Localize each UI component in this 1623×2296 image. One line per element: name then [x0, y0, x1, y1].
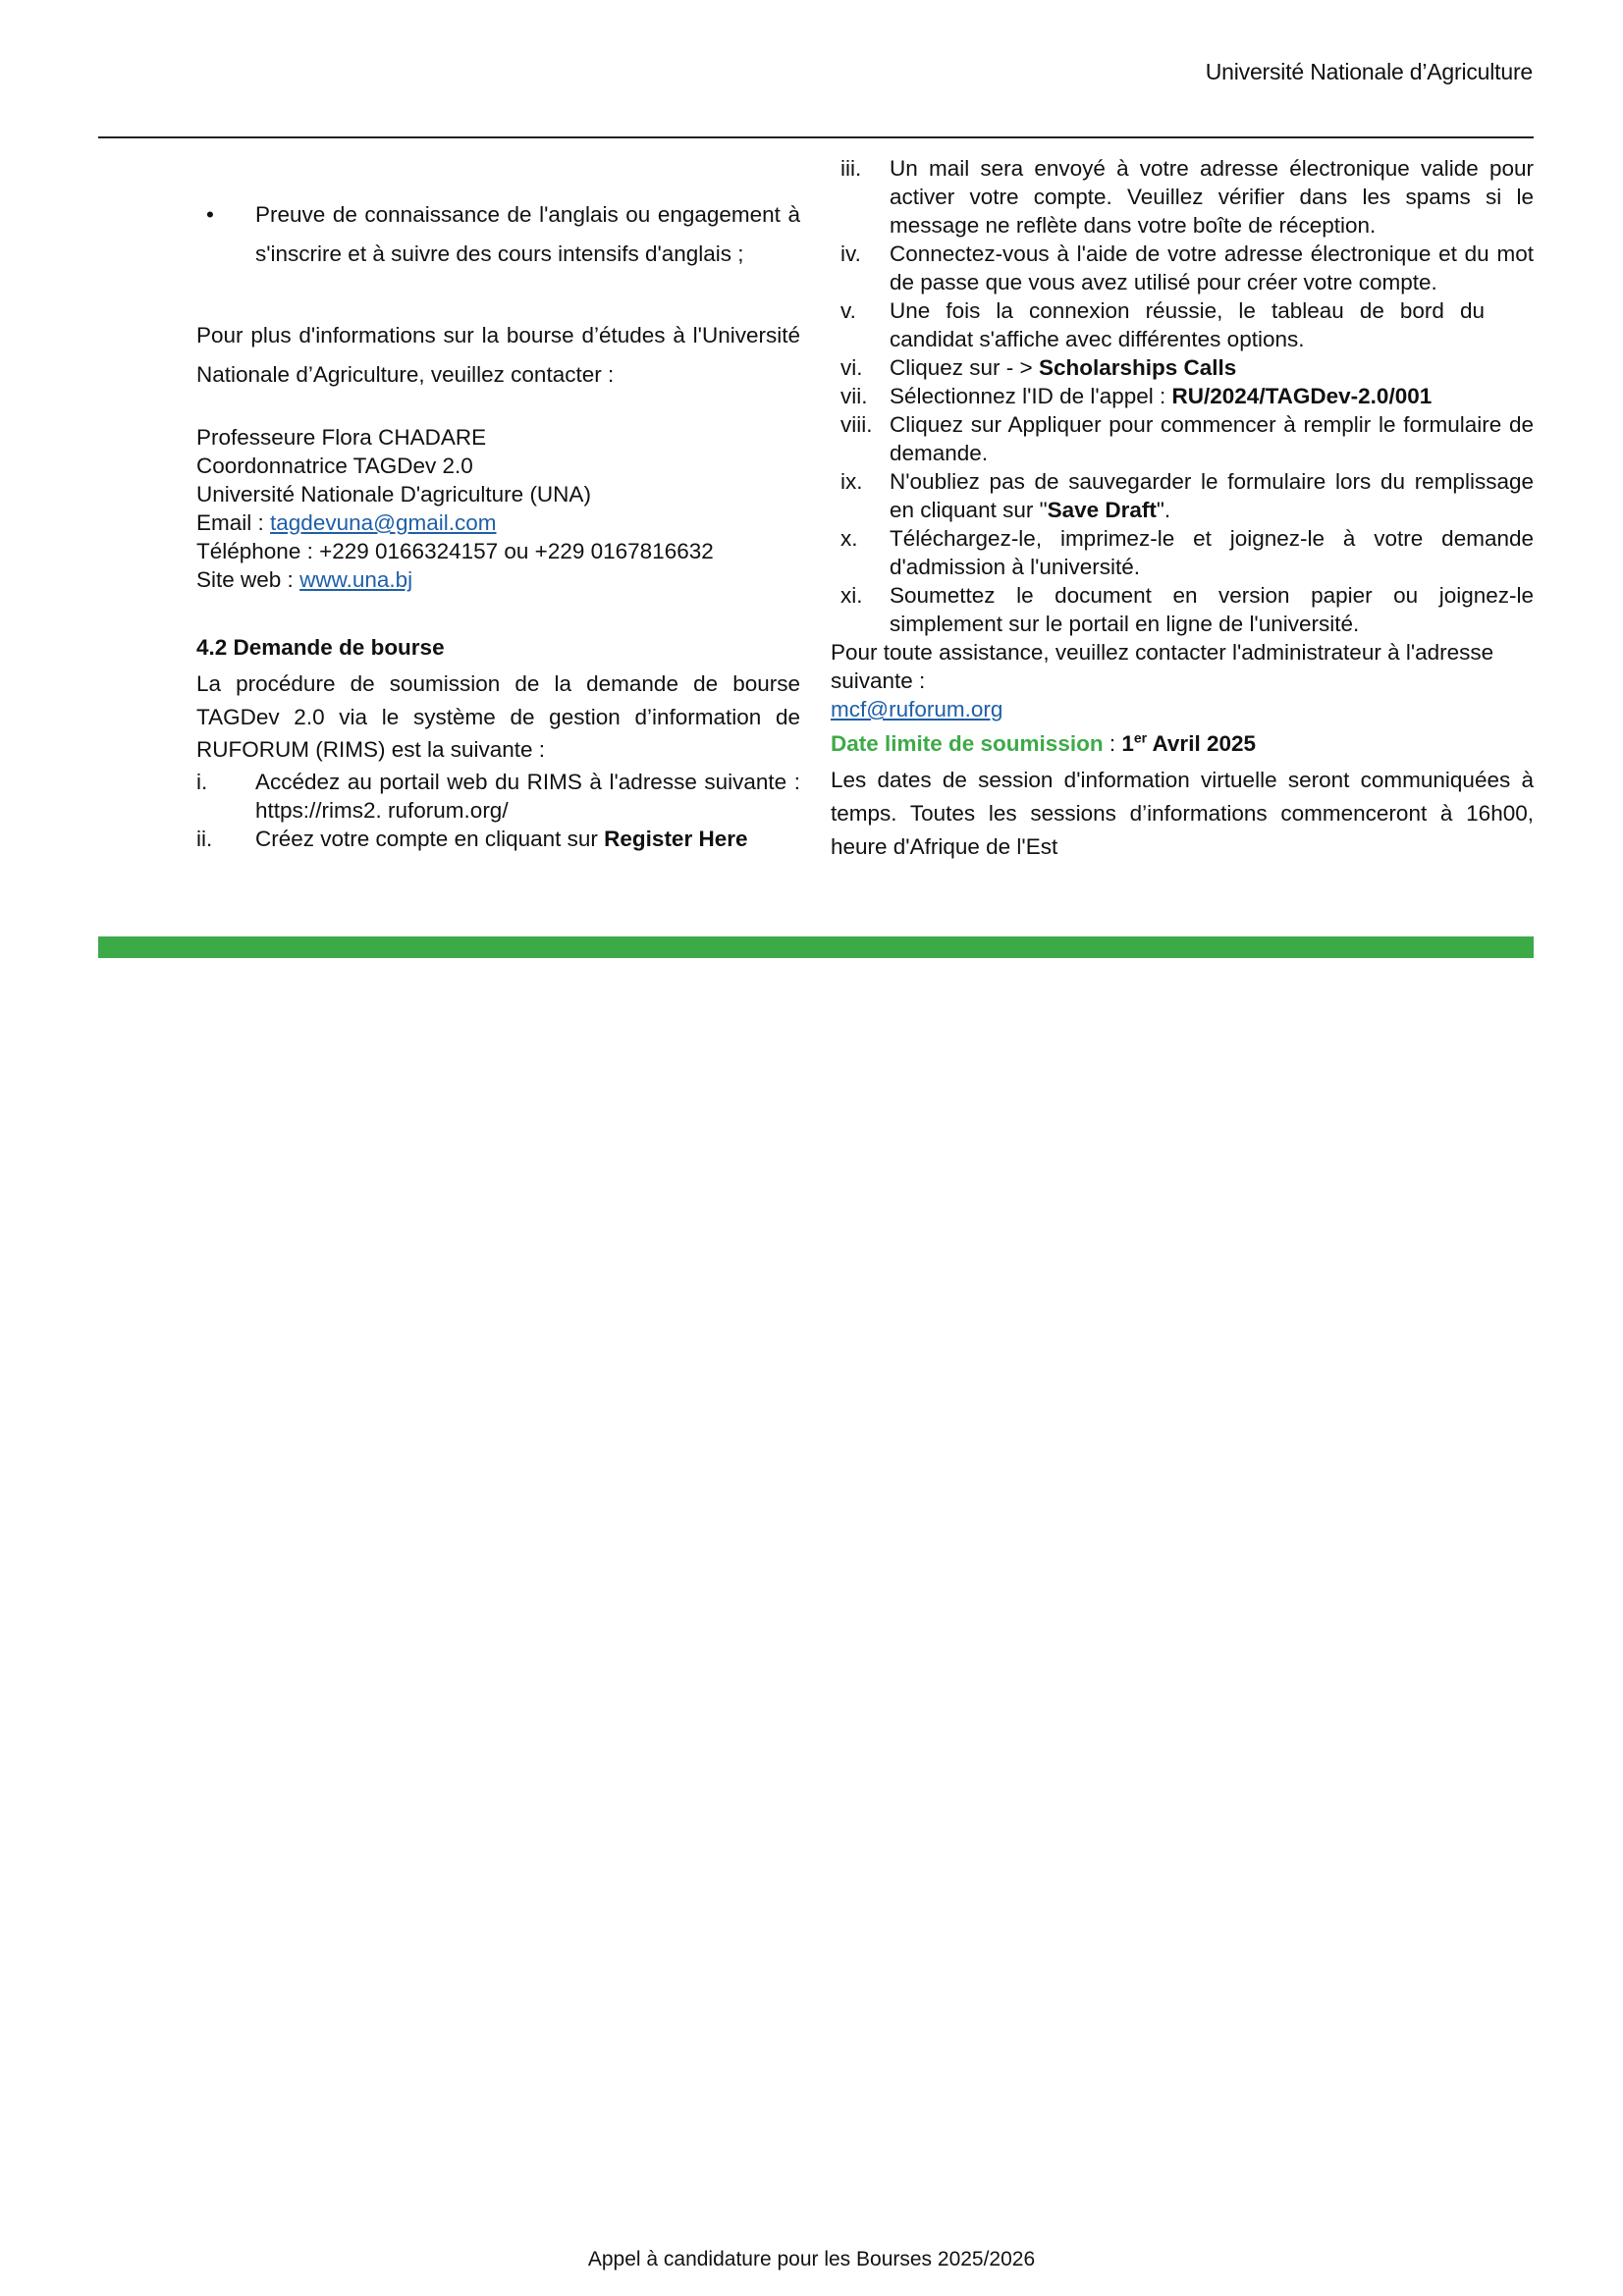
steps-list-right	[831, 154, 1534, 638]
step-text: Accédez au portail web du RIMS à l'adresse suivante : https://rims2. ruforum.org/	[255, 770, 800, 823]
list-item	[196, 768, 800, 825]
step-text: Créez votre compte en cliquant sur	[255, 827, 605, 851]
list-item	[831, 524, 1534, 581]
list-item	[831, 382, 1534, 410]
requirement-bullet	[196, 195, 800, 274]
running-footer: Appel à candidature pour les Bourses 2025/2026	[587, 2248, 1036, 2270]
contact-role: Coordonnatrice TAGDev 2.0	[196, 454, 473, 478]
step-text: Téléchargez-le, imprimez-le et joignez-le à votre demande d'admission à l'université.	[890, 526, 1534, 579]
bullet-dot-icon: •	[206, 202, 214, 227]
contact-name: Professeure Flora CHADARE	[196, 425, 487, 450]
step-number: iii.	[840, 156, 862, 181]
header-rule	[98, 136, 1534, 138]
list-item	[831, 296, 1534, 353]
step-text: Une fois la connexion réussie, le tableau de bord du candidat s'affiche avec différentes options.	[890, 298, 1485, 351]
contact-email-link[interactable]: tagdevuna@gmail.com	[270, 510, 497, 535]
bullet-text: Preuve de connaissance de l'anglais ou engagement à s'inscrire et à suivre des cours intensifs d'anglais ;	[255, 202, 800, 266]
info-intro: Pour plus d'informations sur la bourse d’études à l'Université Nationale d’Agriculture, veuillez contacter :	[196, 323, 800, 387]
step-bold-text: Scholarships Calls	[1038, 355, 1237, 380]
step-number: v.	[840, 298, 856, 323]
steps-list-left	[196, 768, 800, 853]
running-header-title: Université Nationale d’Agriculture	[1205, 59, 1533, 84]
step-bold-text: RU/2024/TAGDev-2.0/001	[1171, 384, 1433, 408]
step-number: vii.	[840, 384, 868, 408]
deadline-label: Date limite de soumission	[831, 731, 1104, 756]
section-intro: La procédure de soumission de la demande de bourse TAGDev 2.0 via le système de gestion d’information de RUFORUM (RIMS) est la suivante :	[196, 671, 800, 762]
list-item	[831, 154, 1534, 240]
contact-org: Université Nationale D'agriculture (UNA)	[196, 482, 591, 507]
contact-web-line	[196, 565, 800, 594]
assist-text: Pour toute assistance, veuillez contacter l'administrateur à l'adresse suivante :	[831, 640, 1494, 693]
list-item	[831, 467, 1534, 524]
step-text-line	[890, 353, 1534, 382]
step-bold-text: Save Draft	[1047, 498, 1157, 522]
deadline-separator: :	[1103, 731, 1122, 756]
step-number: ii.	[196, 827, 213, 851]
step-text-after: ".	[1156, 498, 1171, 522]
deadline-ordinal: er	[1133, 729, 1148, 746]
green-divider-bar	[98, 936, 1534, 958]
step-text-line	[890, 467, 1534, 524]
step-number: xi.	[840, 583, 863, 608]
session-text: Les dates de session d'information virtuelle seront communiquées à temps. Toutes les sessions d’informations commenceront à 16h00, heure d'Afrique de l'Est	[831, 768, 1534, 859]
assist-block	[831, 638, 1534, 723]
web-label: Site web :	[196, 567, 294, 592]
contact-web-link[interactable]: www.una.bj	[299, 567, 413, 592]
assist-email-link[interactable]: mcf@ruforum.org	[831, 697, 1003, 721]
list-item	[831, 581, 1534, 638]
list-item	[831, 240, 1534, 296]
step-text: Soumettez le document en version papier ou joignez-le simplement sur le portail en ligne de l'université.	[890, 583, 1534, 636]
deadline-line	[831, 729, 1534, 758]
step-text: Cliquez sur Appliquer pour commencer à remplir le formulaire de demande.	[890, 412, 1534, 465]
step-text: N'oubliez pas de sauvegarder le formulaire lors du remplissage en cliquant sur "	[890, 469, 1534, 522]
step-number: x.	[840, 526, 858, 551]
step-number: viii.	[840, 412, 873, 437]
contact-phone: Téléphone : +229 0166324157 ou +229 0167816632	[196, 539, 714, 563]
step-bold-text: Register Here	[604, 827, 748, 851]
step-number: iv.	[840, 241, 861, 266]
contact-block	[196, 423, 800, 594]
list-item	[196, 825, 800, 853]
step-number: ix.	[840, 469, 863, 494]
step-text: Sélectionnez l'ID de l'appel :	[890, 384, 1172, 408]
step-text: Connectez-vous à l'aide de votre adresse électronique et du mot de passe que vous avez utilisé pour créer votre compte.	[890, 241, 1534, 294]
list-item	[831, 353, 1534, 382]
step-text: Cliquez sur - >	[890, 355, 1039, 380]
deadline-month-year: Avril 2025	[1147, 731, 1257, 756]
step-number: vi.	[840, 355, 863, 380]
list-item	[831, 410, 1534, 467]
section-title: 4.2 Demande de bourse	[196, 635, 445, 660]
email-label: Email :	[196, 510, 264, 535]
step-number: i.	[196, 770, 208, 794]
contact-email-line	[196, 508, 800, 537]
deadline-day: 1	[1121, 731, 1134, 756]
step-text-line	[890, 382, 1534, 410]
step-text: Un mail sera envoyé à votre adresse électronique valide pour activer votre compte. Veuillez vérifier dans les spams si le message ne reflète dans votre boîte de réception.	[890, 156, 1534, 238]
step-text-line	[255, 825, 800, 853]
